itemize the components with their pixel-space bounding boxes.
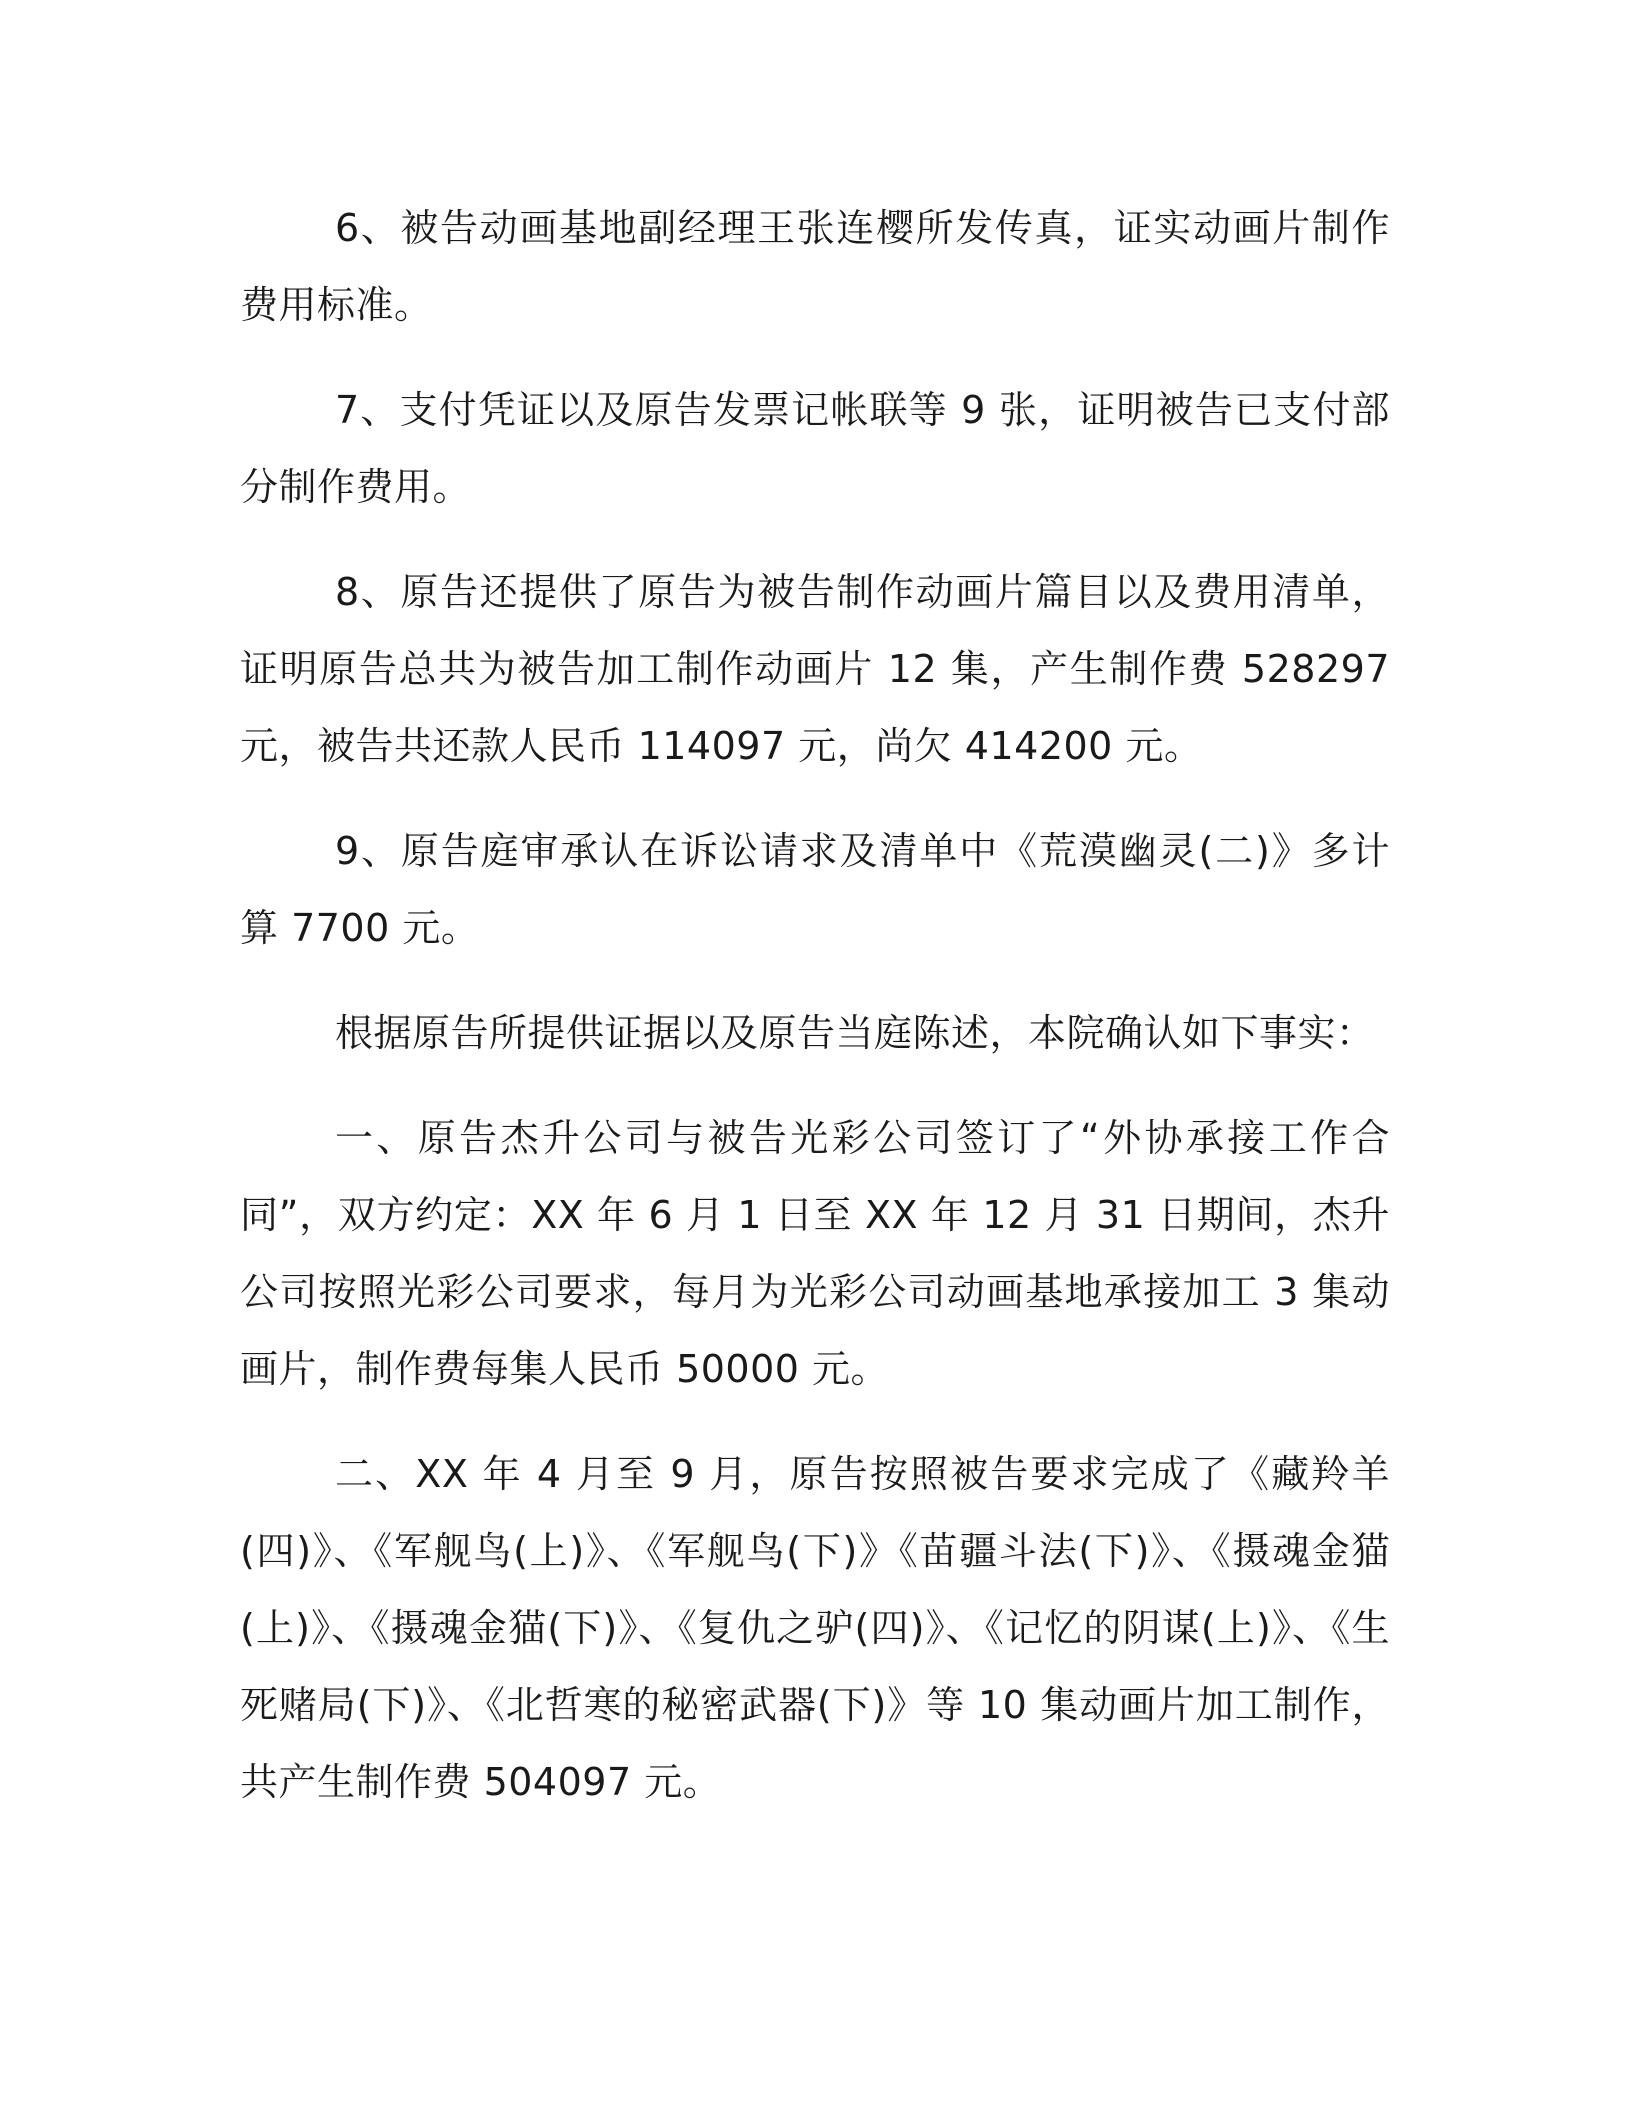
paragraph-court-finding-intro: 根据原告所提供证据以及原告当庭陈述，本院确认如下事实：: [335, 1011, 1375, 1055]
paragraph-fact-1: 一、原告杰升公司与被告光彩公司签订了“外协承接工作合同”，双方约定：XX 年 6 月 1 日至 XX 年 12 月 31 日期间，杰升公司按照光彩公司要求，每月为光彩公司动画基地承接加工 3 集动画片，制作费每集人民币 50000 元。: [240, 1116, 1390, 1391]
paragraph-evidence-6: 6、被告动画基地副经理王张连樱所发传真，证实动画片制作费用标准。: [240, 206, 1390, 327]
paragraph-evidence-8: 8、原告还提供了原告为被告制作动画片篇目以及费用清单，证明原告总共为被告加工制作动画片 12 集，产生制作费 528297 元，被告共还款人民币 114097 元，尚欠 414200 元。: [240, 570, 1390, 768]
document-page: [240, 190, 1390, 1849]
paragraph-fact-2: 二、XX 年 4 月至 9 月，原告按照被告要求完成了《藏羚羊(四)》、《军舰鸟(上)》、《军舰鸟(下)》《苗疆斗法(下)》、《摄魂金猫(上)》、《摄魂金猫(下)》、《复仇之驴(四)》、《记忆的阴谋(上)》、《生死赌局(下)》、《北哲寒的秘密武器(下)》等 10 集动画片加工制作，共产生制作费 504097 元。: [240, 1452, 1390, 1804]
paragraph-evidence-7: 7、支付凭证以及原告发票记帐联等 9 张，证明被告已支付部分制作费用。: [240, 388, 1390, 509]
paragraph-evidence-9: 9、原告庭审承认在诉讼请求及清单中《荒漠幽灵(二)》多计算 7700 元。: [240, 829, 1390, 950]
